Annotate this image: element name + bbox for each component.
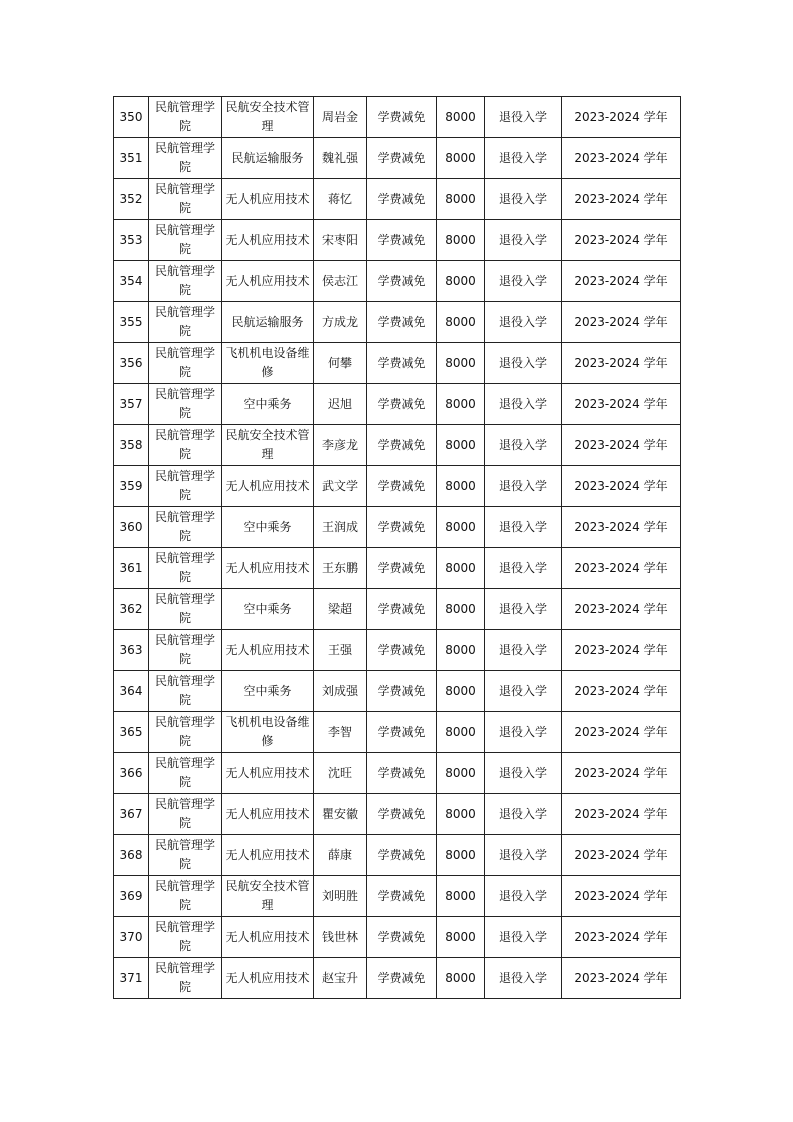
aid-type-cell: 学费减免: [367, 507, 437, 548]
major-cell: 民航安全技术管理: [222, 97, 314, 138]
student-name-cell: 瞿安徽: [314, 794, 367, 835]
row-index-cell: 359: [114, 466, 149, 507]
academic-year-cell: 2023-2024 学年: [562, 179, 681, 220]
college-cell: 民航管理学院: [149, 179, 222, 220]
major-cell: 无人机应用技术: [222, 835, 314, 876]
aid-type-cell: 学费减免: [367, 466, 437, 507]
reason-cell: 退役入学: [485, 179, 562, 220]
college-cell: 民航管理学院: [149, 343, 222, 384]
college-cell: 民航管理学院: [149, 548, 222, 589]
academic-year-cell: 2023-2024 学年: [562, 794, 681, 835]
aid-type-cell: 学费减免: [367, 835, 437, 876]
student-name-cell: 薛康: [314, 835, 367, 876]
major-cell: 空中乘务: [222, 671, 314, 712]
aid-type-cell: 学费减免: [367, 712, 437, 753]
college-cell: 民航管理学院: [149, 835, 222, 876]
row-index-cell: 353: [114, 220, 149, 261]
major-cell: 无人机应用技术: [222, 179, 314, 220]
major-cell: 无人机应用技术: [222, 917, 314, 958]
row-index-cell: 354: [114, 261, 149, 302]
major-cell: 民航运输服务: [222, 138, 314, 179]
reason-cell: 退役入学: [485, 138, 562, 179]
student-name-cell: 赵宝升: [314, 958, 367, 999]
student-name-cell: 王强: [314, 630, 367, 671]
amount-cell: 8000: [437, 794, 485, 835]
academic-year-cell: 2023-2024 学年: [562, 548, 681, 589]
amount-cell: 8000: [437, 630, 485, 671]
table-row: [114, 876, 681, 917]
table-row: [114, 261, 681, 302]
table-row: [114, 794, 681, 835]
academic-year-cell: 2023-2024 学年: [562, 384, 681, 425]
row-index-cell: 364: [114, 671, 149, 712]
table-row: [114, 507, 681, 548]
aid-type-cell: 学费减免: [367, 220, 437, 261]
reason-cell: 退役入学: [485, 712, 562, 753]
table-row: [114, 548, 681, 589]
aid-type-cell: 学费减免: [367, 343, 437, 384]
row-index-cell: 352: [114, 179, 149, 220]
college-cell: 民航管理学院: [149, 671, 222, 712]
student-name-cell: 武文学: [314, 466, 367, 507]
major-cell: 无人机应用技术: [222, 466, 314, 507]
aid-type-cell: 学费减免: [367, 384, 437, 425]
table-row: [114, 671, 681, 712]
college-cell: 民航管理学院: [149, 466, 222, 507]
table-body: [114, 97, 681, 999]
reason-cell: 退役入学: [485, 343, 562, 384]
student-name-cell: 何攀: [314, 343, 367, 384]
college-cell: 民航管理学院: [149, 138, 222, 179]
academic-year-cell: 2023-2024 学年: [562, 876, 681, 917]
amount-cell: 8000: [437, 876, 485, 917]
reason-cell: 退役入学: [485, 876, 562, 917]
amount-cell: 8000: [437, 753, 485, 794]
student-name-cell: 魏礼强: [314, 138, 367, 179]
academic-year-cell: 2023-2024 学年: [562, 753, 681, 794]
student-name-cell: 迟旭: [314, 384, 367, 425]
student-name-cell: 李彦龙: [314, 425, 367, 466]
table-row: [114, 466, 681, 507]
reason-cell: 退役入学: [485, 425, 562, 466]
academic-year-cell: 2023-2024 学年: [562, 220, 681, 261]
academic-year-cell: 2023-2024 学年: [562, 835, 681, 876]
major-cell: 飞机机电设备维修: [222, 712, 314, 753]
major-cell: 飞机机电设备维修: [222, 343, 314, 384]
reason-cell: 退役入学: [485, 835, 562, 876]
reason-cell: 退役入学: [485, 753, 562, 794]
aid-type-cell: 学费减免: [367, 958, 437, 999]
table-row: [114, 343, 681, 384]
aid-type-cell: 学费减免: [367, 425, 437, 466]
amount-cell: 8000: [437, 466, 485, 507]
table-row: [114, 589, 681, 630]
aid-type-cell: 学费减免: [367, 548, 437, 589]
amount-cell: 8000: [437, 97, 485, 138]
table-row: [114, 753, 681, 794]
major-cell: 民航运输服务: [222, 302, 314, 343]
row-index-cell: 350: [114, 97, 149, 138]
row-index-cell: 355: [114, 302, 149, 343]
table-row: [114, 712, 681, 753]
table-row: [114, 179, 681, 220]
academic-year-cell: 2023-2024 学年: [562, 507, 681, 548]
row-index-cell: 368: [114, 835, 149, 876]
table-row: [114, 425, 681, 466]
student-name-cell: 侯志江: [314, 261, 367, 302]
funding-table: [113, 96, 681, 999]
amount-cell: 8000: [437, 302, 485, 343]
amount-cell: 8000: [437, 425, 485, 466]
major-cell: 无人机应用技术: [222, 548, 314, 589]
reason-cell: 退役入学: [485, 384, 562, 425]
reason-cell: 退役入学: [485, 302, 562, 343]
college-cell: 民航管理学院: [149, 753, 222, 794]
table-row: [114, 220, 681, 261]
aid-type-cell: 学费减免: [367, 917, 437, 958]
college-cell: 民航管理学院: [149, 302, 222, 343]
row-index-cell: 371: [114, 958, 149, 999]
amount-cell: 8000: [437, 138, 485, 179]
amount-cell: 8000: [437, 261, 485, 302]
major-cell: 民航安全技术管理: [222, 425, 314, 466]
amount-cell: 8000: [437, 507, 485, 548]
row-index-cell: 366: [114, 753, 149, 794]
aid-type-cell: 学费减免: [367, 261, 437, 302]
aid-type-cell: 学费减免: [367, 97, 437, 138]
table-row: [114, 138, 681, 179]
row-index-cell: 365: [114, 712, 149, 753]
academic-year-cell: 2023-2024 学年: [562, 958, 681, 999]
row-index-cell: 360: [114, 507, 149, 548]
aid-type-cell: 学费减免: [367, 179, 437, 220]
academic-year-cell: 2023-2024 学年: [562, 302, 681, 343]
table-row: [114, 97, 681, 138]
table-row: [114, 630, 681, 671]
amount-cell: 8000: [437, 589, 485, 630]
amount-cell: 8000: [437, 343, 485, 384]
academic-year-cell: 2023-2024 学年: [562, 712, 681, 753]
major-cell: 无人机应用技术: [222, 958, 314, 999]
academic-year-cell: 2023-2024 学年: [562, 343, 681, 384]
table-row: [114, 958, 681, 999]
aid-type-cell: 学费减免: [367, 302, 437, 343]
row-index-cell: 370: [114, 917, 149, 958]
amount-cell: 8000: [437, 179, 485, 220]
row-index-cell: 357: [114, 384, 149, 425]
major-cell: 空中乘务: [222, 507, 314, 548]
aid-type-cell: 学费减免: [367, 753, 437, 794]
college-cell: 民航管理学院: [149, 220, 222, 261]
college-cell: 民航管理学院: [149, 876, 222, 917]
row-index-cell: 367: [114, 794, 149, 835]
aid-type-cell: 学费减免: [367, 630, 437, 671]
college-cell: 民航管理学院: [149, 589, 222, 630]
college-cell: 民航管理学院: [149, 507, 222, 548]
major-cell: 民航安全技术管理: [222, 876, 314, 917]
reason-cell: 退役入学: [485, 548, 562, 589]
student-name-cell: 沈旺: [314, 753, 367, 794]
academic-year-cell: 2023-2024 学年: [562, 917, 681, 958]
amount-cell: 8000: [437, 548, 485, 589]
reason-cell: 退役入学: [485, 917, 562, 958]
student-name-cell: 方成龙: [314, 302, 367, 343]
major-cell: 无人机应用技术: [222, 220, 314, 261]
academic-year-cell: 2023-2024 学年: [562, 466, 681, 507]
college-cell: 民航管理学院: [149, 425, 222, 466]
aid-type-cell: 学费减免: [367, 794, 437, 835]
reason-cell: 退役入学: [485, 794, 562, 835]
college-cell: 民航管理学院: [149, 97, 222, 138]
major-cell: 无人机应用技术: [222, 630, 314, 671]
major-cell: 空中乘务: [222, 384, 314, 425]
aid-type-cell: 学费减免: [367, 876, 437, 917]
table-row: [114, 835, 681, 876]
student-name-cell: 周岩金: [314, 97, 367, 138]
academic-year-cell: 2023-2024 学年: [562, 138, 681, 179]
reason-cell: 退役入学: [485, 97, 562, 138]
academic-year-cell: 2023-2024 学年: [562, 630, 681, 671]
row-index-cell: 358: [114, 425, 149, 466]
reason-cell: 退役入学: [485, 589, 562, 630]
reason-cell: 退役入学: [485, 261, 562, 302]
amount-cell: 8000: [437, 671, 485, 712]
amount-cell: 8000: [437, 384, 485, 425]
aid-type-cell: 学费减免: [367, 138, 437, 179]
reason-cell: 退役入学: [485, 220, 562, 261]
college-cell: 民航管理学院: [149, 917, 222, 958]
row-index-cell: 361: [114, 548, 149, 589]
college-cell: 民航管理学院: [149, 261, 222, 302]
table-row: [114, 384, 681, 425]
student-name-cell: 宋枣阳: [314, 220, 367, 261]
student-name-cell: 王东鹏: [314, 548, 367, 589]
major-cell: 无人机应用技术: [222, 261, 314, 302]
amount-cell: 8000: [437, 835, 485, 876]
major-cell: 无人机应用技术: [222, 753, 314, 794]
student-name-cell: 蒋忆: [314, 179, 367, 220]
reason-cell: 退役入学: [485, 958, 562, 999]
student-name-cell: 钱世林: [314, 917, 367, 958]
reason-cell: 退役入学: [485, 671, 562, 712]
reason-cell: 退役入学: [485, 507, 562, 548]
college-cell: 民航管理学院: [149, 384, 222, 425]
aid-type-cell: 学费减免: [367, 589, 437, 630]
student-name-cell: 梁超: [314, 589, 367, 630]
major-cell: 无人机应用技术: [222, 794, 314, 835]
student-name-cell: 王润成: [314, 507, 367, 548]
college-cell: 民航管理学院: [149, 794, 222, 835]
student-name-cell: 李智: [314, 712, 367, 753]
table-row: [114, 302, 681, 343]
academic-year-cell: 2023-2024 学年: [562, 97, 681, 138]
academic-year-cell: 2023-2024 学年: [562, 671, 681, 712]
reason-cell: 退役入学: [485, 630, 562, 671]
college-cell: 民航管理学院: [149, 958, 222, 999]
aid-type-cell: 学费减免: [367, 671, 437, 712]
amount-cell: 8000: [437, 958, 485, 999]
row-index-cell: 362: [114, 589, 149, 630]
academic-year-cell: 2023-2024 学年: [562, 589, 681, 630]
college-cell: 民航管理学院: [149, 630, 222, 671]
row-index-cell: 369: [114, 876, 149, 917]
student-name-cell: 刘明胜: [314, 876, 367, 917]
academic-year-cell: 2023-2024 学年: [562, 425, 681, 466]
row-index-cell: 363: [114, 630, 149, 671]
academic-year-cell: 2023-2024 学年: [562, 261, 681, 302]
amount-cell: 8000: [437, 712, 485, 753]
row-index-cell: 356: [114, 343, 149, 384]
student-name-cell: 刘成强: [314, 671, 367, 712]
row-index-cell: 351: [114, 138, 149, 179]
amount-cell: 8000: [437, 220, 485, 261]
amount-cell: 8000: [437, 917, 485, 958]
major-cell: 空中乘务: [222, 589, 314, 630]
college-cell: 民航管理学院: [149, 712, 222, 753]
reason-cell: 退役入学: [485, 466, 562, 507]
table-row: [114, 917, 681, 958]
